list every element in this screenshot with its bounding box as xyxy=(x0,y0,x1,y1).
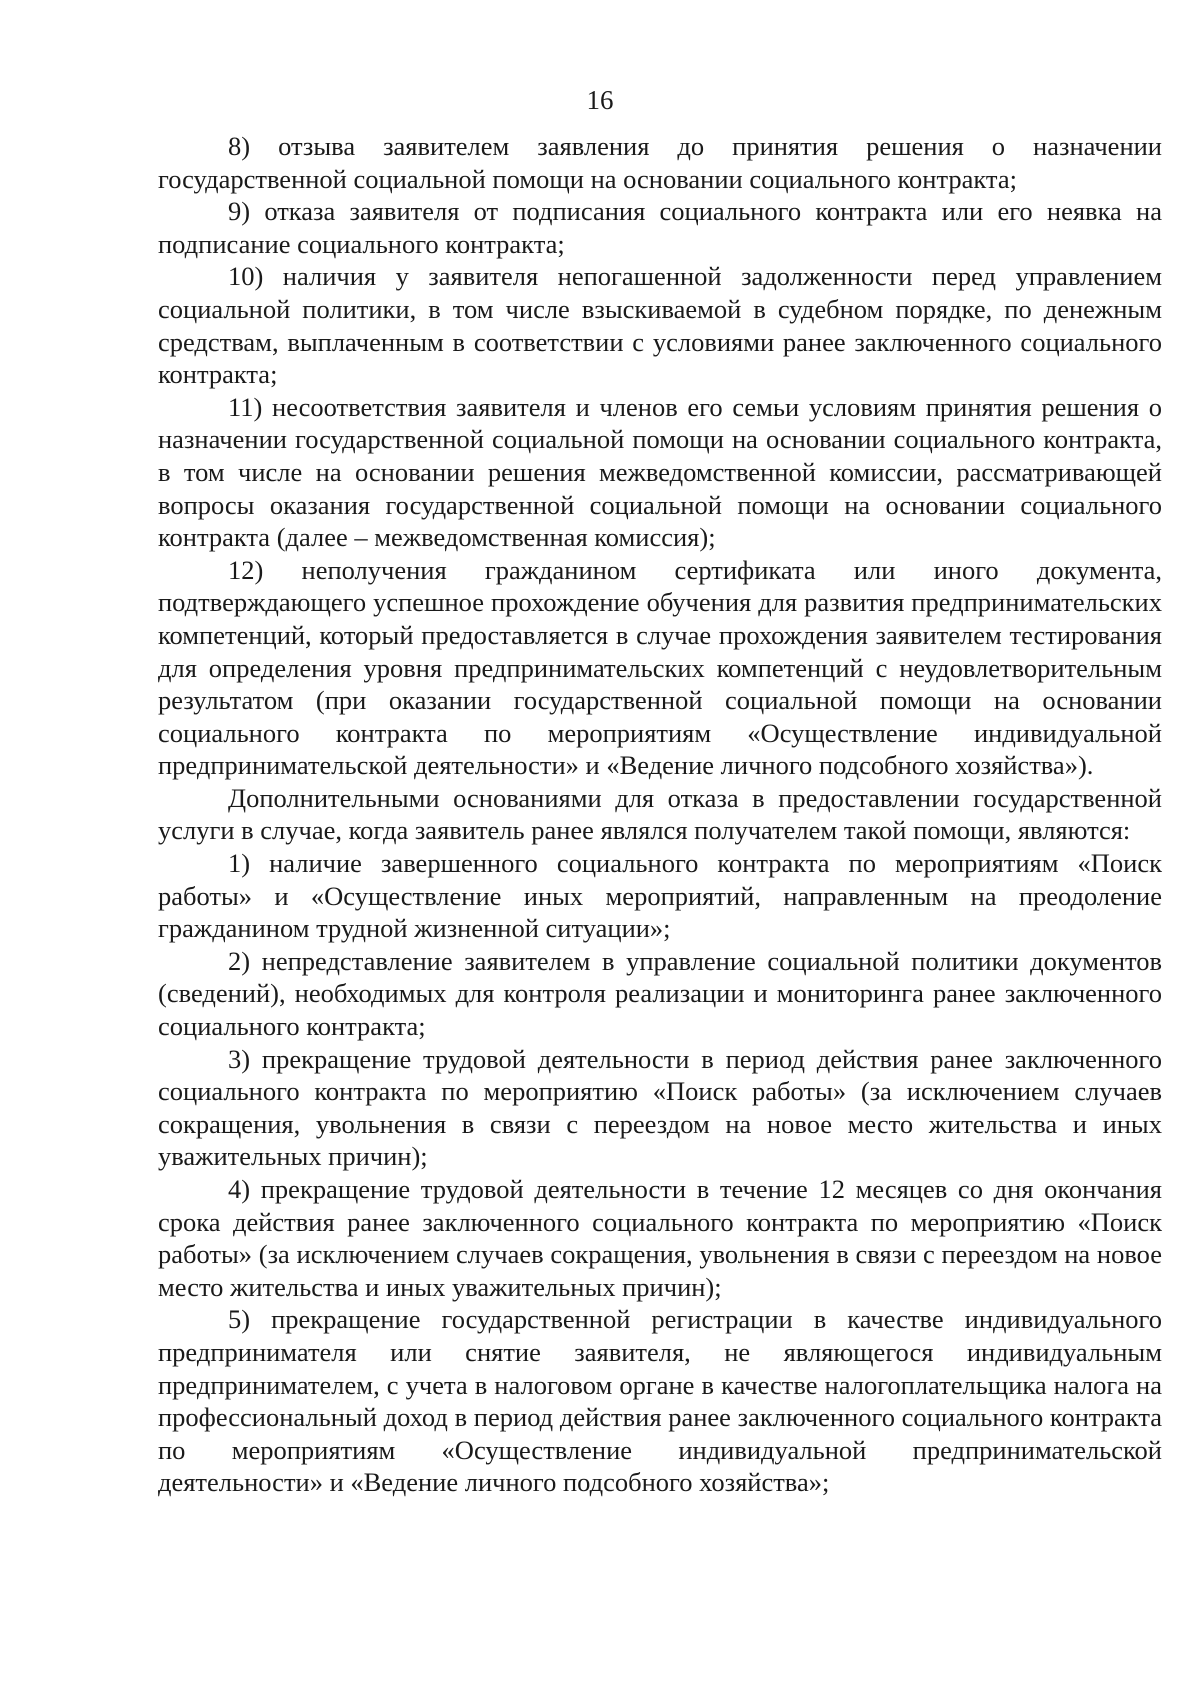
paragraph-item-9-refusal-to-sign: 9) отказа заявителя от подписания социального контракта или его неявка на подписание социального контракта; xyxy=(158,196,1162,259)
paragraph-item-10-debt: 10) наличия у заявителя непогашенной задолженности перед управлением социальной политики, в том числе взыскиваемой в судебном порядке, по денежным средствам, выплаченным в соответствии с условиями ранее заключенного социального контракта; xyxy=(158,261,1162,390)
paragraph-item-8-withdrawal: 8) отзыва заявителем заявления до принятия решения о назначении государственной социальной помощи на основании социального контракта; xyxy=(158,131,1162,194)
paragraph-item-11-non-compliance: 11) несоответствия заявителя и членов его семьи условиям принятия решения о назначении государственной социальной помощи на основании социального контракта, в том числе на основании решения межведомственной комиссии, рассматривающей вопросы оказания государственной социальной помощи на основании социального контракта (далее – межведомственная комиссия); xyxy=(158,391,1162,553)
paragraph-ground-5: 5) прекращение государственной регистрации в качестве индивидуального предпринимателя или снятие заявителя, не являющегося индивидуальным предпринимателем, с учета в налоговом органе в качестве налогоплательщика налога на профессиональный доход в период действия ранее заключенного социального контракта по мероприятиям «Осуществление индивидуальной предпринимательской деятельности» и «Ведение личного подсобного хозяйства»; xyxy=(158,1304,1162,1498)
paragraph-item-12-certificate: 12) неполучения гражданином сертификата или иного документа, подтверждающего успешное прохождение обучения для развития предпринимательских компетенций, который предоставляется в случае прохождения заявителем тестирования для определения уровня предпринимательских компетенций с неудовлетворительным результатом (при оказании государственной социальной помощи на основании социального контракта по мероприятиям «Осуществление индивидуальной предпринимательской деятельности» и «Ведение личного подсобного хозяйства»). xyxy=(158,554,1162,781)
paragraph-ground-1: 1) наличие завершенного социального контракта по мероприятиям «Поиск работы» и «Осуществление иных мероприятий, направленным на преодоление гражданином трудной жизненной ситуации»; xyxy=(158,848,1162,944)
page-number: 16 xyxy=(586,85,614,115)
paragraph-ground-4: 4) прекращение трудовой деятельности в течение 12 месяцев со дня окончания срока действия ранее заключенного социального контракта по мероприятию «Поиск работы» (за исключением случаев сокращения, увольнения в связи с переездом на новое место жительства и иных уважительных причин); xyxy=(158,1174,1162,1302)
paragraph-ground-2: 2) непредставление заявителем в управление социальной политики документов (сведений), необходимых для контроля реализации и мониторинга ранее заключенного социального контракта; xyxy=(158,945,1162,1042)
paragraph-ground-3: 3) прекращение трудовой деятельности в период действия ранее заключенного социального контракта по мероприятию «Поиск работы» (за исключением случаев сокращения, увольнения в связи с переездом на новое место жительства и иных уважительных причин); xyxy=(158,1043,1162,1172)
paragraph-additional-grounds: Дополнительными основаниями для отказа в предоставлении государственной услуги в случае, когда заявитель ранее являлся получателем такой помощи, являются: xyxy=(158,782,1162,846)
document-body xyxy=(158,130,1162,1499)
